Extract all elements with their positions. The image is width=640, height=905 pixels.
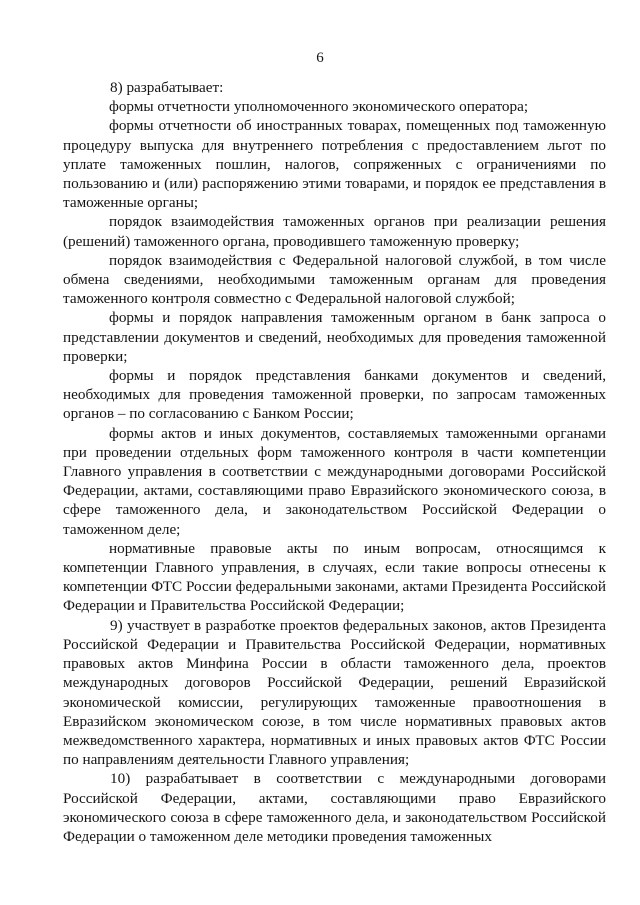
paragraph-regulatory-acts: нормативные правовые акты по иным вопросам, относящимся к компетенции Главного управления, в случаях, если такие вопросы отнесены к компетенции ФТС России федеральными законами, актами Президента Российской Федерации и Правительства Российской Федерации; <box>63 539 606 615</box>
page-number: 6 <box>316 50 324 66</box>
paragraph-item-8-heading: 8) разрабатывает: <box>110 79 224 96</box>
document-body <box>63 78 606 846</box>
paragraph-customs-control-acts: формы актов и иных документов, составляемых таможенными органами при проведении отдельных форм таможенного контроля в части компетенции Главного управления в соответствии с международными договорами Российской Федерации, актами, составляющими право Евразийского экономического союза, в сфере таможенного дела, и законодательством Российской Федерации о таможенном деле; <box>63 424 606 538</box>
paragraph-aeo-reporting-forms: формы отчетности уполномоченного экономического оператора; <box>109 98 529 116</box>
paragraph-item-9: 9) участвует в разработке проектов федеральных законов, актов Президента Российской Федерации и Правительства Российской Федерации, нормативных правовых актов Минфина России в области таможенного дела, проектов международных договоров Российской Федерации, решений Евразийской экономической комиссии, регулирующих таможенные правоотношения в Евразийском экономическом союзе, в том числе нормативных правовых актов межведомственного характера, нормативных и иных правовых актов ФТС России по направлениям деятельности Главного управления; <box>63 616 606 769</box>
paragraph-customs-authorities-interaction: порядок взаимодействия таможенных органов при реализации решения (решений) таможенного органа, проводившего таможенную проверку; <box>63 213 606 250</box>
paragraph-item-10: 10) разрабатывает в соответствии с международными договорами Российской Федерации, актами, составляющими право Евразийского экономического союза в сфере таможенного дела, и законодательством Российской Федерации о таможенном деле методики проведения таможенных <box>63 770 606 845</box>
paragraph-bank-submission-forms: формы и порядок представления банками документов и сведений, необходимых для проведения таможенной проверки, по запросам таможенных органов – по согласованию с Банком России; <box>63 367 606 423</box>
paragraph-foreign-goods-reporting-forms: формы отчетности об иностранных товарах, помещенных под таможенную процедуру выпуска для внутреннего потребления с предоставлением льгот по уплате таможенных пошлин, налогов, сопряженных с ограничениями по пользованию и (или) распоряжению этими товарами, и порядок ее представления в таможенные органы; <box>63 117 606 212</box>
paragraph-tax-service-interaction: порядок взаимодействия с Федеральной налоговой службой, в том числе обмена сведениями, необходимыми таможенным органам для проведения таможенного контроля совместно с Федеральной налоговой службой; <box>63 251 606 308</box>
paragraph-bank-request-forms: формы и порядок направления таможенным органом в банк запроса о представлении документов и сведений, необходимых для проведения таможенной проверки; <box>63 309 606 365</box>
